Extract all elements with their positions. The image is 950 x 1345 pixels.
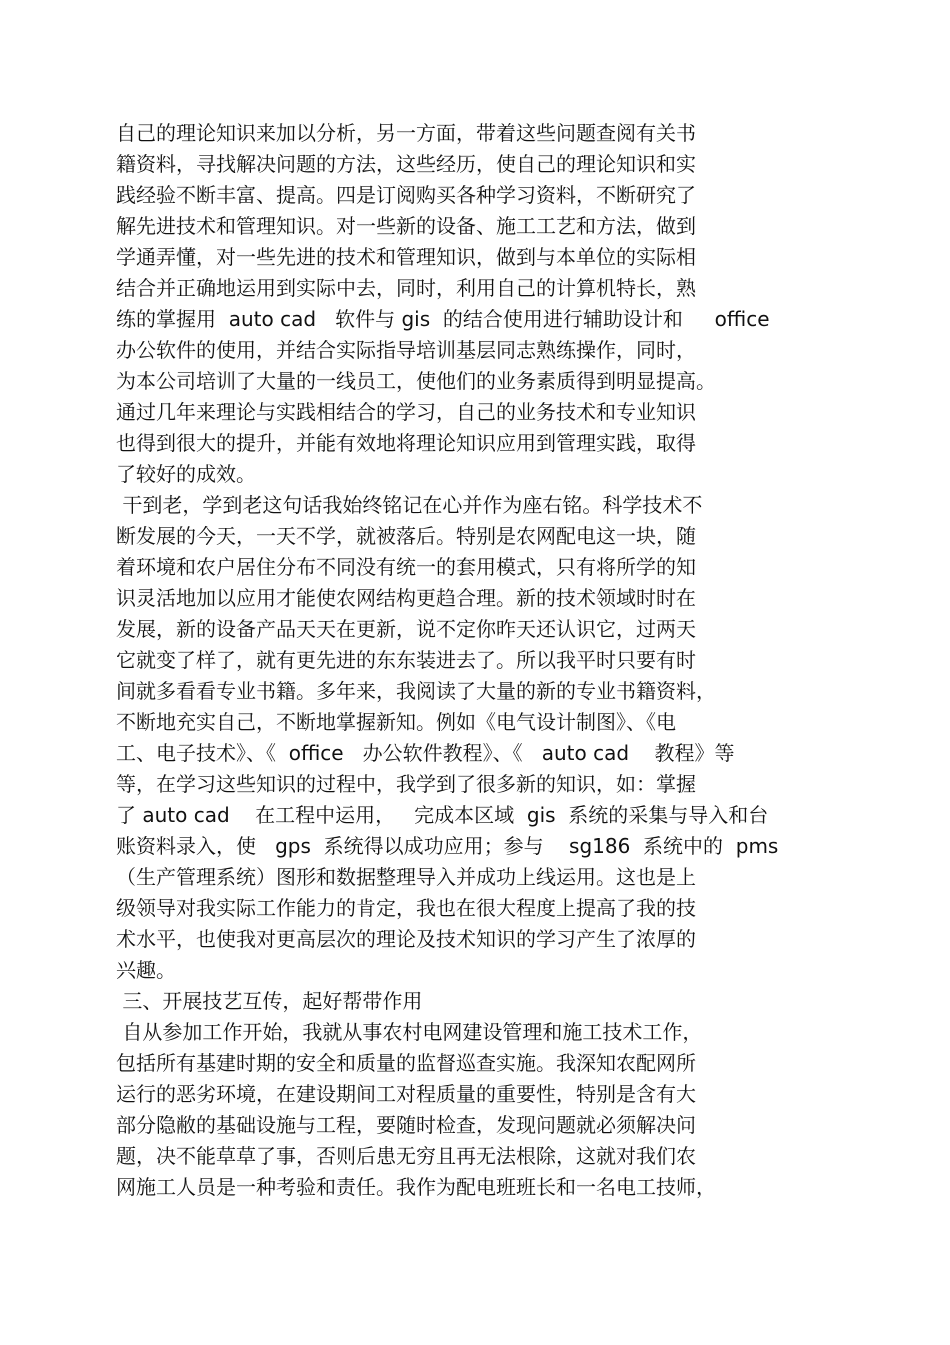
text-line: 不断地充实自己，不断地掌握新知。例如《电气设计制图》、《电 (116, 710, 676, 734)
text-line: 识灵活地加以应用才能使农网结构更趋合理。新的技术领域时时在 (116, 586, 696, 610)
text-line: 断发展的今天，一天不学，就被落后。特别是农网配电这一块，随 (116, 524, 696, 548)
text-line: 工、电子技术》、《 office 办公软件教程》、《 auto cad 教程》等 (116, 741, 735, 765)
text-line: 也得到很大的提升，并能有效地将理论知识应用到管理实践，取得 (116, 431, 696, 455)
text-line: 包括所有基建时期的安全和质量的监督巡查实施。我深知农配网所 (116, 1051, 696, 1075)
text-line: 通过几年来理论与实践相结合的学习，自己的业务技术和专业知识 (116, 400, 696, 424)
text-line: 结合并正确地运用到实际中去，同时，利用自己的计算机特长，熟 (116, 276, 696, 300)
text-line: 运行的恶劣环境，在建设期间工对程质量的重要性，特别是含有大 (116, 1082, 696, 1106)
paragraph-start-line: 自从参加工作开始，我就从事农村电网建设管理和施工技术工作， (116, 1020, 703, 1044)
text-line: 践经验不断丰富、提高。四是订阅购买各种学习资料，不断研究了 (116, 183, 696, 207)
text-line: 解先进技术和管理知识。对一些新的设备、施工工艺和方法，做到 (116, 214, 696, 238)
text-line: 账资料录入，使 gps 系统得以成功应用；参与 sg186 系统中的 pms (116, 834, 779, 858)
text-line: 部分隐敝的基础设施与工程，要随时检查，发现问题就必须解决问 (116, 1113, 696, 1137)
text-line: 学通弄懂，对一些先进的技术和管理知识，做到与本单位的实际相 (116, 245, 696, 269)
text-line: （生产管理系统）图形和数据整理导入并成功上线运用。这也是上 (116, 865, 696, 889)
text-line: 办公软件的使用，并结合实际指导培训基层同志熟练操作，同时， (116, 338, 696, 362)
text-line: 练的掌握用 auto cad 软件与 gis 的结合使用进行辅助设计和 office (116, 307, 770, 331)
section-heading: 三、开展技艺互传，起好帮带作用 (116, 989, 423, 1013)
text-line: 了较好的成效。 (116, 462, 256, 486)
text-line: 题，决不能草草了事，否则后患无穷且再无法根除，这就对我们农 (116, 1144, 696, 1168)
text-line: 兴趣。 (116, 958, 176, 982)
text-line: 它就变了样了，就有更先进的东东装进去了。所以我平时只要有时 (116, 648, 696, 672)
text-line: 籍资料，寻找解决问题的方法，这些经历，使自己的理论知识和实 (116, 152, 696, 176)
text-line: 网施工人员是一种考验和责任。我作为配电班班长和一名电工技师， (116, 1175, 716, 1199)
text-line: 级领导对我实际工作能力的肯定，我也在很大程度上提高了我的技 (116, 896, 696, 920)
text-line: 自己的理论知识来加以分析，另一方面，带着这些问题查阅有关书 (116, 121, 696, 145)
paragraph-start-line: 干到老，学到老这句话我始终铭记在心并作为座右铭。科学技术不 (116, 493, 703, 517)
text-line: 着环境和农户居住分布不同没有统一的套用模式，只有将所学的知 (116, 555, 696, 579)
text-line: 术水平，也使我对更高层次的理论及技术知识的学习产生了浓厚的 (116, 927, 696, 951)
text-line: 等，在学习这些知识的过程中，我学到了很多新的知识，如：掌握 (116, 772, 696, 796)
text-line: 了 auto cad 在工程中运用， 完成本区域 gis 系统的采集与导入和台 (116, 803, 769, 827)
text-line: 为本公司培训了大量的一线员工，使他们的业务素质得到明显提高。 (116, 369, 716, 393)
text-line: 发展，新的设备产品天天在更新，说不定你昨天还认识它，过两天 (116, 617, 696, 641)
text-line: 间就多看看专业书籍。多年来，我阅读了大量的新的专业书籍资料， (116, 679, 716, 703)
body-text (116, 118, 876, 1203)
